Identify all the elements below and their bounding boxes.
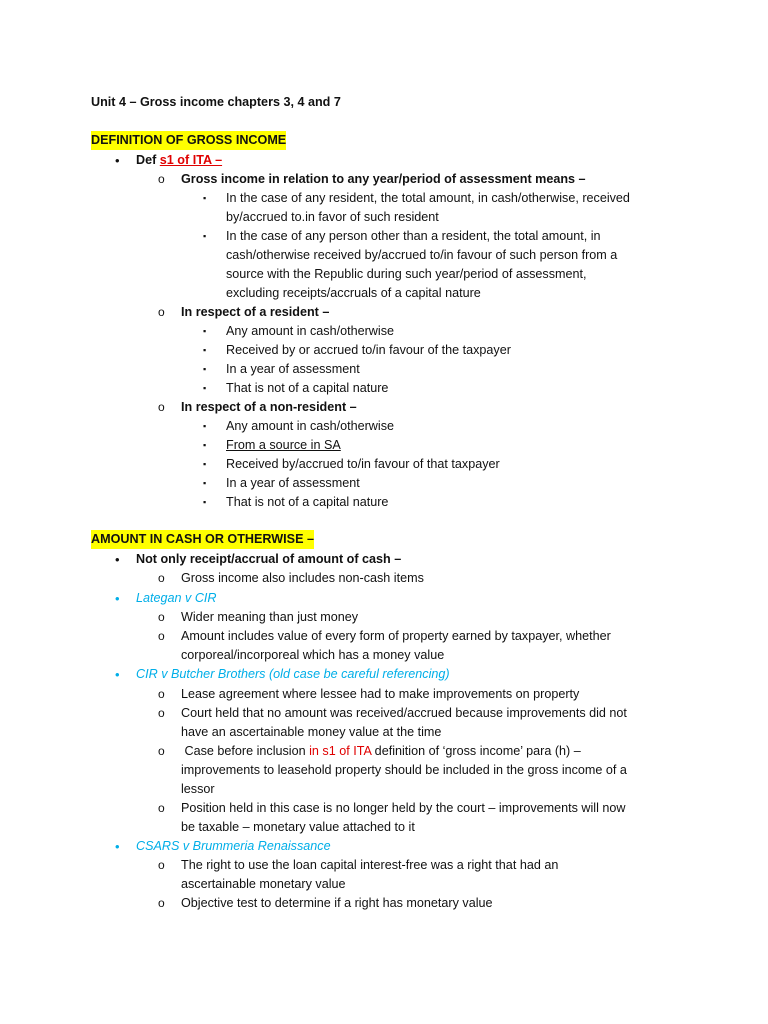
circle-bullet-icon: o [158,801,165,815]
section-heading-line [0,131,728,150]
list-item [0,550,728,569]
square-bullet-icon: ▪ [203,231,207,241]
case-note: ascertainable monetary value [181,877,346,891]
resident-requirement: Any amount in cash/otherwise [226,324,395,338]
case-note: improvements to leasehold property should be included in the gross income of a [181,763,627,777]
disc-bullet-icon: • [115,667,120,682]
non-cash-items: Gross income also includes non-cash items [181,571,424,585]
list-item [0,360,728,379]
list-item [0,322,728,341]
list-item [0,189,728,208]
list-item-continuation [0,875,728,894]
nonresident-case-text: source with the Republic during such year/period of assessment, [226,267,587,281]
section-heading-cash-or-otherwise: AMOUNT IN CASH OR OTHERWISE – [91,530,314,549]
square-bullet-icon: ▪ [203,497,207,507]
list-item [0,341,728,360]
list-item [0,474,728,493]
ita-reference: in s1 of ITA [309,744,372,758]
square-bullet-icon: ▪ [203,383,207,393]
list-item [0,436,728,455]
case-name-butcher-brothers: CIR v Butcher Brothers (old case be careful referencing) [136,667,450,681]
ita-reference: s1 of ITA – [159,153,223,167]
list-item-continuation [0,818,728,837]
circle-bullet-icon: o [158,687,165,701]
nonresident-requirement: That is not of a capital nature [226,495,389,509]
list-item [0,704,728,723]
list-item [0,398,728,417]
disc-bullet-icon: • [115,552,120,567]
case-note: Lease agreement where lessee had to make improvements on property [181,687,580,701]
case-note: Amount includes value of every form of property earned by taxpayer, whether [181,629,611,643]
case-note: Position held in this case is no longer held by the court – improvements will now [181,801,626,815]
list-item-continuation [0,246,728,265]
list-item-continuation [0,265,728,284]
list-item [0,799,728,818]
list-item-continuation [0,761,728,780]
case-note: Wider meaning than just money [181,610,359,624]
case-name-brummeria: CSARS v Brummeria Renaissance [136,839,331,853]
list-item [0,742,728,761]
case-name-lategan: Lategan v CIR [136,591,217,605]
disc-bullet-icon: • [115,839,120,854]
list-item-continuation [0,780,728,799]
nonresident-case-text: excluding receipts/accruals of a capital nature [226,286,481,300]
list-item-continuation [0,208,728,227]
in-respect-of-resident: In respect of a resident – [181,305,330,319]
resident-requirement: That is not of a capital nature [226,381,389,395]
resident-case-text: In the case of any resident, the total amount, in cash/otherwise, received [226,191,630,205]
resident-requirement: Received by or accrued to/in favour of the taxpayer [226,343,511,357]
definition-label: Def [136,153,160,167]
case-note: be taxable – monetary value attached to it [181,820,415,834]
circle-bullet-icon: o [158,305,165,319]
list-item [0,227,728,246]
nonresident-requirement: In a year of assessment [226,476,360,490]
list-item [0,685,728,704]
list-item [0,455,728,474]
resident-requirement: In a year of assessment [226,362,360,376]
not-only-cash: Not only receipt/accrual of amount of cash – [136,552,402,566]
list-item [0,417,728,436]
unit-title: Unit 4 – Gross income chapters 3, 4 and 7 [91,95,341,109]
square-bullet-icon: ▪ [203,440,207,450]
list-item [0,569,728,588]
list-item-continuation [0,284,728,303]
square-bullet-icon: ▪ [203,421,207,431]
nonresident-requirement: Received by/accrued to/in favour of that taxpayer [226,457,500,471]
list-item [0,627,728,646]
unit-title-line [0,93,728,112]
case-note: lessor [181,782,215,796]
circle-bullet-icon: o [158,896,165,910]
list-item [0,170,728,189]
list-item [0,608,728,627]
list-item-continuation [0,646,728,665]
list-item [0,493,728,512]
nonresident-requirement: Any amount in cash/otherwise [226,419,395,433]
square-bullet-icon: ▪ [203,345,207,355]
definition-line [136,151,222,170]
case-note: The right to use the loan capital interest-free was a right that had an [181,858,559,872]
nonresident-case-text: cash/otherwise received by/accrued to/in favour of such person from a [226,248,618,262]
disc-bullet-icon: • [115,591,120,606]
nonresident-requirement: From a source in SA [226,438,341,452]
list-item [0,894,728,913]
case-note: have an ascertainable money value at the time [181,725,442,739]
list-item [0,379,728,398]
circle-bullet-icon: o [158,629,165,643]
list-item [0,856,728,875]
resident-case-text: by/accrued to.in favor of such resident [226,210,439,224]
in-respect-of-nonresident: In respect of a non-resident – [181,400,357,414]
circle-bullet-icon: o [158,571,165,585]
section-heading-line [0,530,728,549]
circle-bullet-icon: o [158,172,165,186]
circle-bullet-icon: o [158,706,165,720]
case-note: Objective test to determine if a right has monetary value [181,896,493,910]
case-note: Court held that no amount was received/accrued because improvements did not [181,706,627,720]
disc-bullet-icon: • [115,153,120,168]
list-item [0,665,728,684]
square-bullet-icon: ▪ [203,364,207,374]
circle-bullet-icon: o [158,610,165,624]
square-bullet-icon: ▪ [203,326,207,336]
case-note-part: definition of ‘gross income’ para (h) – [371,744,581,758]
square-bullet-icon: ▪ [203,193,207,203]
circle-bullet-icon: o [158,744,165,758]
case-note-part: Case before inclusion [181,744,310,758]
list-item [0,151,728,170]
case-note [181,742,581,761]
list-item [0,303,728,322]
section-heading-gross-income: DEFINITION OF GROSS INCOME [91,131,286,150]
list-item [0,837,728,856]
circle-bullet-icon: o [158,858,165,872]
square-bullet-icon: ▪ [203,459,207,469]
square-bullet-icon: ▪ [203,478,207,488]
list-item [0,589,728,608]
list-item-continuation [0,723,728,742]
nonresident-case-text: In the case of any person other than a resident, the total amount, in [226,229,601,243]
case-note: corporeal/incorporeal which has a money value [181,648,445,662]
gross-income-means: Gross income in relation to any year/period of assessment means – [181,172,586,186]
circle-bullet-icon: o [158,400,165,414]
